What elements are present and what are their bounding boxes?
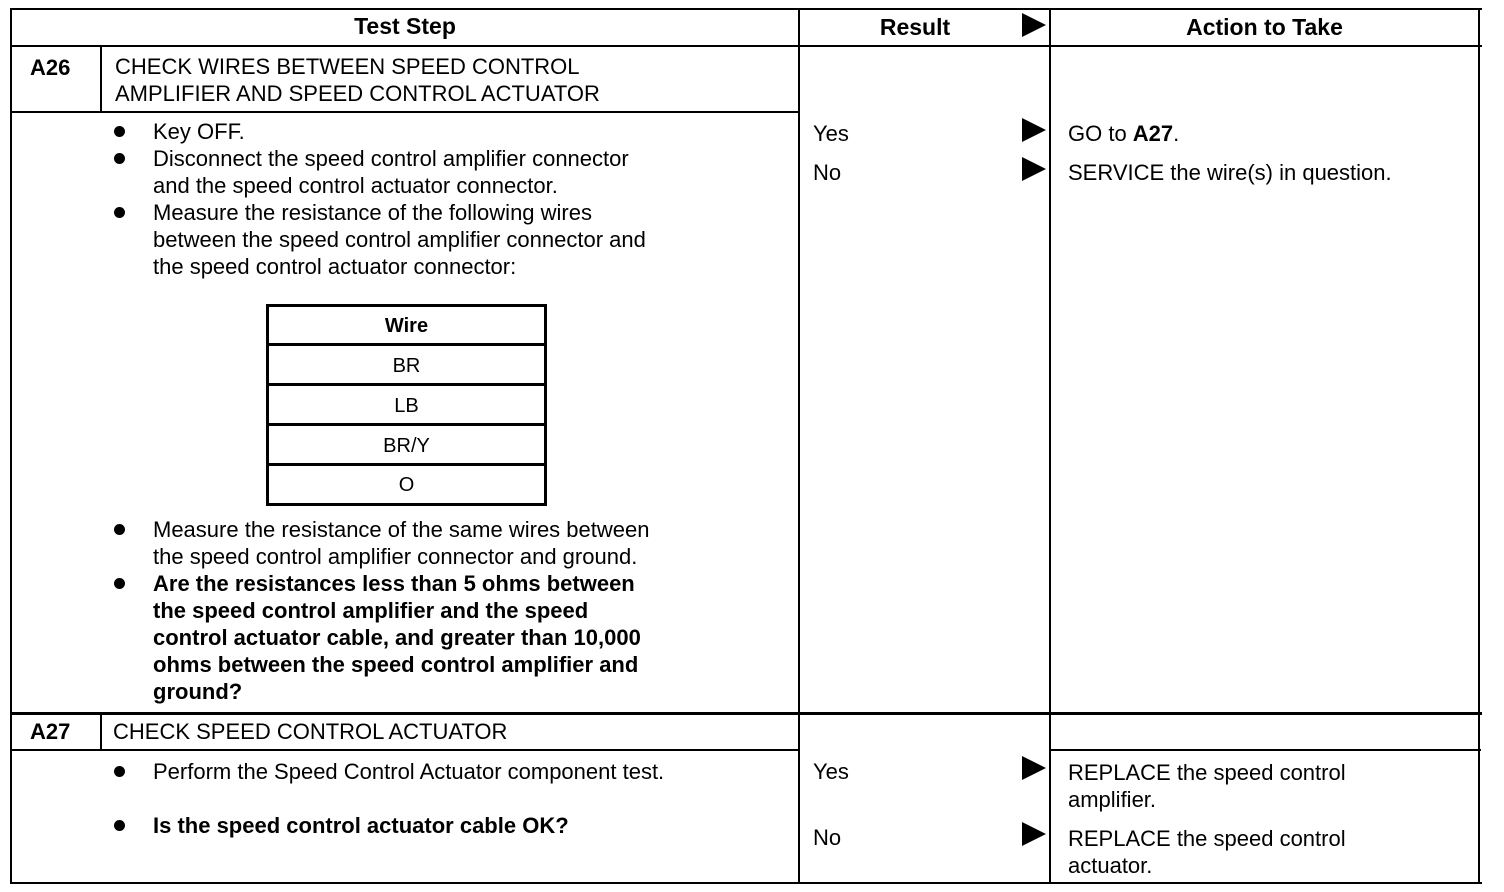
result-arrow-icon [1022,118,1046,142]
a26-title-line2: AMPLIFIER AND SPEED CONTROL ACTUATOR [115,81,600,106]
wire-table-row: O [398,474,415,496]
bullet-icon [114,207,125,218]
header-bottom-border [10,45,1482,47]
result-action-divider [1049,8,1051,884]
bullet-icon [114,153,125,164]
a26-question-line5: ground? [153,679,243,704]
header-arrow-icon [1022,13,1046,37]
a26-question-line3: control actuator cable, and greater than 10,000 [153,625,641,650]
a27-action-yes-line2: amplifier. [1068,787,1157,812]
a26-action-yes-prefix: GO to [1068,121,1133,146]
table-top-border [10,8,1482,10]
header-result: Result [879,14,951,40]
bullet-icon [114,766,125,777]
a26-title-line1: CHECK WIRES BETWEEN SPEED CONTROL [115,54,580,79]
a27-action-yes-line1: REPLACE the speed control [1068,760,1346,785]
a27-action-no-line1: REPLACE the speed control [1068,826,1346,851]
a27-step1: Perform the Speed Control Actuator component test. [153,759,665,784]
a26-step4-line1: Measure the resistance of the same wires between [153,517,650,542]
a26-result-no: No [813,160,842,185]
a27-question: Is the speed control actuator cable OK? [153,813,569,838]
a26-action-yes [1068,120,1179,147]
wire-table [266,304,547,506]
a26-step3-line2: between the speed control amplifier connector and [153,227,646,252]
bullet-icon [114,578,125,589]
a26-step4-line2: the speed control amplifier connector and ground. [153,544,638,569]
table-right-border [1478,8,1480,884]
table-bottom-border [10,882,1482,884]
bullet-icon [114,820,125,831]
a27-row-top-border [10,712,1482,715]
header-test-step: Test Step [354,13,456,39]
a26-action-yes-suffix: . [1173,121,1180,146]
a27-action-no-line2: actuator. [1068,853,1153,878]
wire-table-row: BR/Y [269,427,544,466]
a26-step3-line1: Measure the resistance of the following wires [153,200,592,225]
bullet-icon [114,524,125,535]
a27-result-yes: Yes [813,759,849,784]
a26-result-yes: Yes [813,121,849,146]
id-column-divider-a27 [100,712,102,751]
table-left-border [10,8,12,884]
a26-step2-line1: Disconnect the speed control amplifier connector [153,146,629,171]
a26-question-line1: Are the resistances less than 5 ohms between [153,571,635,596]
a26-step2-line2: and the speed control actuator connector. [153,173,558,198]
wire-table-header: Wire [269,307,544,346]
a27-title: CHECK SPEED CONTROL ACTUATOR [113,719,508,744]
a27-step-id: A27 [30,719,71,744]
a26-action-yes-ref[interactable]: A27 [1132,121,1174,146]
a26-action-no: SERVICE the wire(s) in question. [1068,160,1392,185]
wire-table-row: BR [269,347,544,386]
a27-result-no: No [813,825,842,850]
result-arrow-icon [1022,157,1046,181]
a26-step-id: A26 [30,55,71,80]
a26-question-line2: the speed control amplifier and the speed [153,598,589,623]
a27-action-divider [1050,749,1481,751]
wire-table-row: LB [269,387,544,426]
teststep-result-divider [798,8,800,884]
result-arrow-icon [1022,756,1046,780]
a26-step1: Key OFF. [153,119,245,144]
header-action: Action to Take [1186,14,1343,40]
id-column-divider-a26 [100,45,102,113]
bullet-icon [114,126,125,137]
a27-title-bottom-border [10,749,800,751]
result-arrow-icon [1022,822,1046,846]
a26-question-line4: ohms between the speed control amplifier and [153,652,639,677]
a26-title-bottom-border [10,111,800,113]
a26-step3-line3: the speed control actuator connector: [153,254,517,279]
